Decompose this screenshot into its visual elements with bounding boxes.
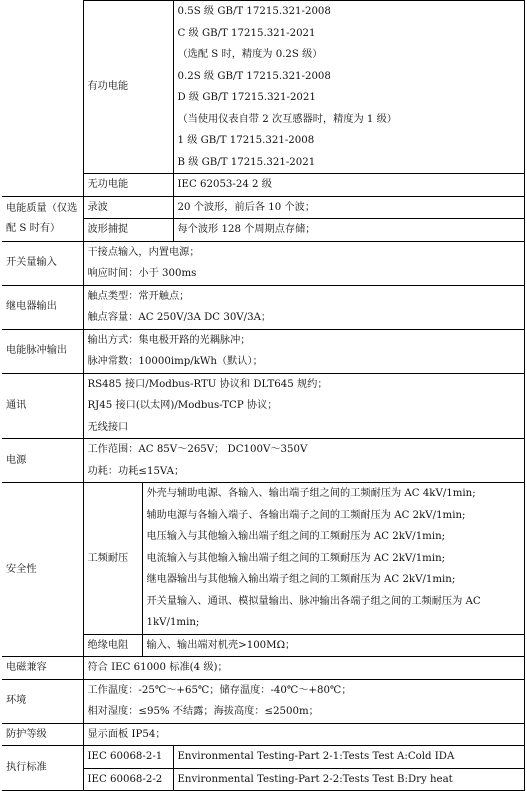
protection-value: 显示面板 IP54； — [83, 723, 524, 746]
active-energy-line: 0.2S 级 GB/T 17215.321-2008 — [177, 70, 331, 82]
pulse-output-line: 输出方式：集电极开路的光耦脉冲； — [87, 334, 251, 346]
active-energy-values — [173, 1, 524, 174]
environment-values — [83, 679, 524, 723]
withstand-line: 开关量输入、通讯、模拟量输出、脉冲输出各端子组之间的工频耐压为 AC — [146, 595, 481, 607]
withstand-values — [142, 483, 524, 635]
switch-input-line: 响应时间：小于 300ms — [87, 268, 197, 279]
reactive-energy-label: 无功电能 — [83, 174, 173, 197]
withstand-line: 继电器输出与其他输入输出端子组之间的工频耐压为 AC 2kV/1min; — [146, 574, 456, 585]
protection-label: 防护等级 — [2, 723, 83, 746]
pulse-output-label: 电能脉冲输出 — [2, 329, 83, 373]
blank-cell — [2, 174, 83, 197]
standard-code: IEC 60068-2-2 — [83, 768, 173, 791]
reactive-energy-value: IEC 62053-24 2 级 — [173, 174, 524, 197]
communication-label: 通讯 — [2, 373, 83, 439]
withstand-label: 工频耐压 — [83, 483, 142, 635]
power-quality-label: 电能质量（仅选配 S 时有） — [2, 196, 83, 241]
active-energy-label: 有功电能 — [83, 1, 173, 174]
relay-output-values — [83, 285, 524, 329]
communication-line: RS485 接口/Modbus-RTU 协议和 DLT645 规约； — [87, 378, 328, 390]
environment-label: 环境 — [2, 679, 83, 723]
emc-value: 符合 IEC 61000 标准(4 级)； — [83, 657, 524, 680]
active-energy-line: 1 级 GB/T 17215.321-2008 — [177, 135, 315, 146]
switch-input-label: 开关量输入 — [2, 241, 83, 285]
active-energy-line: D 级 GB/T 17215.321-2021 — [177, 92, 316, 103]
environment-line: 相对湿度：≤95% 不结露；海拔高度：≤2500m； — [87, 706, 319, 717]
communication-line: 无线接口 — [87, 421, 129, 433]
power-supply-line: 功耗：功耗≤15VA； — [87, 465, 185, 477]
withstand-line: 1kV/1min; — [146, 617, 200, 628]
waveform-value: 每个波形 128 个周期点存储； — [173, 219, 524, 242]
communication-line: RJ45 接口(以太网)/Modbus-TCP 协议； — [87, 400, 278, 411]
power-supply-label: 电源 — [2, 439, 83, 483]
pulse-output-values — [83, 329, 524, 373]
power-supply-values — [83, 439, 524, 483]
withstand-line: 电压输入与其他输入输出端子组之间的工频耐压为 AC 2kV/1min; — [146, 531, 446, 542]
standard-desc: Environmental Testing-Part 2-2:Tests Test B:Dry heat — [173, 768, 524, 791]
power-supply-line: 工作范围：AC 85V～265V； DC100V～350V — [87, 444, 308, 455]
switch-input-values — [83, 241, 524, 285]
relay-output-label: 继电器输出 — [2, 285, 83, 329]
insulation-label: 绝缘电阻 — [83, 634, 142, 657]
waveform-label: 波形捕捉 — [83, 219, 173, 242]
blank-cell — [2, 1, 83, 174]
spec-table — [2, 0, 525, 791]
active-energy-line: 0.5S 级 GB/T 17215.321-2008 — [177, 6, 331, 17]
emc-label: 电磁兼容 — [2, 657, 83, 680]
standard-code: IEC 60068-2-1 — [83, 746, 173, 769]
withstand-line: 外壳与辅助电源、各输入、输出端子组之间的工频耐压为 AC 4kV/1min; — [146, 488, 476, 499]
standards-label: 执行标准 — [2, 746, 83, 791]
communication-values — [83, 373, 524, 439]
recording-value: 20 个波形，前后各 10 个波； — [173, 196, 524, 219]
active-energy-line: B 级 GB/T 17215.321-2021 — [177, 156, 316, 168]
recording-label: 录波 — [83, 196, 173, 219]
insulation-value: 输入、输出端对机壳>100MΩ； — [142, 634, 524, 657]
pulse-output-line: 脉冲常数：10000imp/kWh（默认）； — [87, 356, 263, 367]
switch-input-line: 干接点输入，内置电源； — [87, 246, 200, 258]
standard-desc: Environmental Testing-Part 2-1:Tests Test A:Cold IDA — [173, 746, 524, 769]
relay-output-line: 触点类型：常开触点； — [87, 290, 190, 302]
active-energy-line: C 级 GB/T 17215.321-2021 — [177, 27, 316, 39]
environment-line: 工作温度：-25℃～+65℃；储存温度：-40℃～+80℃； — [87, 684, 352, 696]
withstand-line: 电流输入与其他输入输出端子组之间的工频耐压为 AC 2kV/1min; — [146, 552, 446, 564]
active-energy-line: （当使用仪表自带 2 次互感器时，精度为 1 级） — [177, 113, 397, 125]
safety-label: 安全性 — [2, 483, 83, 657]
withstand-line: 辅助电源与各输入端子、各输出端子之间的工频耐压为 AC 2kV/1min; — [146, 509, 466, 521]
active-energy-line: （选配 S 时，精度为 0.2S 级） — [177, 49, 323, 60]
relay-output-line: 触点容量：AC 250V/3A DC 30V/3A； — [87, 312, 272, 323]
